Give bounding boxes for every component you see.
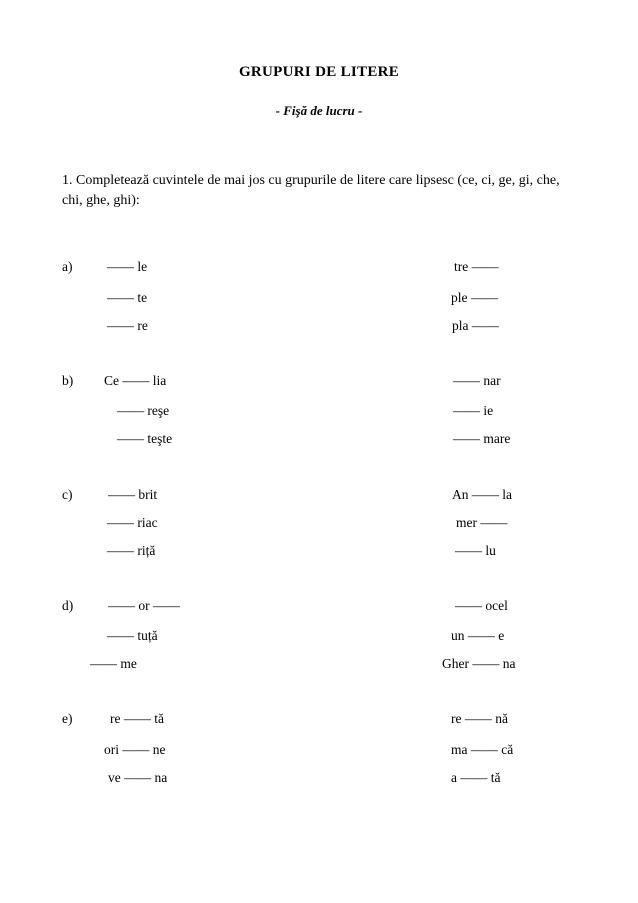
section-label-c: c) [62, 487, 73, 502]
right-word-a3: pla —— [452, 318, 499, 333]
right-word-d2: un —— e [451, 628, 505, 643]
right-word-c3: —— lu [455, 543, 496, 558]
left-word-e2: ori —— ne [104, 742, 166, 757]
right-word-a1: tre —— [454, 259, 499, 274]
section-label-d: d) [62, 598, 74, 613]
left-word-d3: —— me [90, 656, 137, 671]
page-subtitle: - Fişă de lucru - [275, 103, 363, 118]
left-word-a1: —— le [107, 259, 148, 274]
left-word-a3: —— re [107, 318, 148, 333]
right-word-c2: mer —— [456, 515, 508, 530]
left-word-e3: ve —— na [108, 770, 168, 785]
right-word-c1: An —— la [452, 487, 512, 502]
left-word-c3: —— riță [107, 543, 156, 558]
left-word-c1: —— brit [108, 487, 158, 502]
right-word-b3: —— mare [453, 431, 511, 446]
exercise-instruction: 1. Completează cuvintele de mai jos cu grupurile de litere care lipsesc (ce, ci, ge, gi, che, chi, ghe, ghi): [62, 173, 560, 208]
left-word-b1: Ce —— lia [104, 373, 167, 388]
right-word-e3: a —— tă [451, 770, 501, 785]
right-word-e1: re —— nă [451, 711, 508, 726]
right-word-e2: ma —— că [451, 742, 514, 757]
right-word-b2: —— ie [453, 403, 494, 418]
section-label-b: b) [62, 373, 74, 388]
left-word-d1: —— or —— [108, 598, 180, 613]
left-word-d2: —— tuță [107, 628, 158, 643]
page-title: GRUPURI DE LITERE [238, 64, 400, 80]
right-word-d1: —— ocel [455, 598, 508, 613]
section-label-a: a) [62, 259, 73, 274]
right-word-a2: ple —— [451, 290, 498, 305]
left-word-b2: —— reşe [117, 403, 170, 418]
left-word-c2: —— riac [107, 515, 158, 530]
right-word-b1: —— nar [453, 373, 501, 388]
left-word-a2: —— te [107, 290, 148, 305]
section-label-e: e) [62, 711, 73, 726]
left-word-e1: re —— tă [110, 711, 164, 726]
right-word-d3: Gher —— na [442, 656, 516, 671]
left-word-b3: —— teşte [117, 431, 173, 446]
